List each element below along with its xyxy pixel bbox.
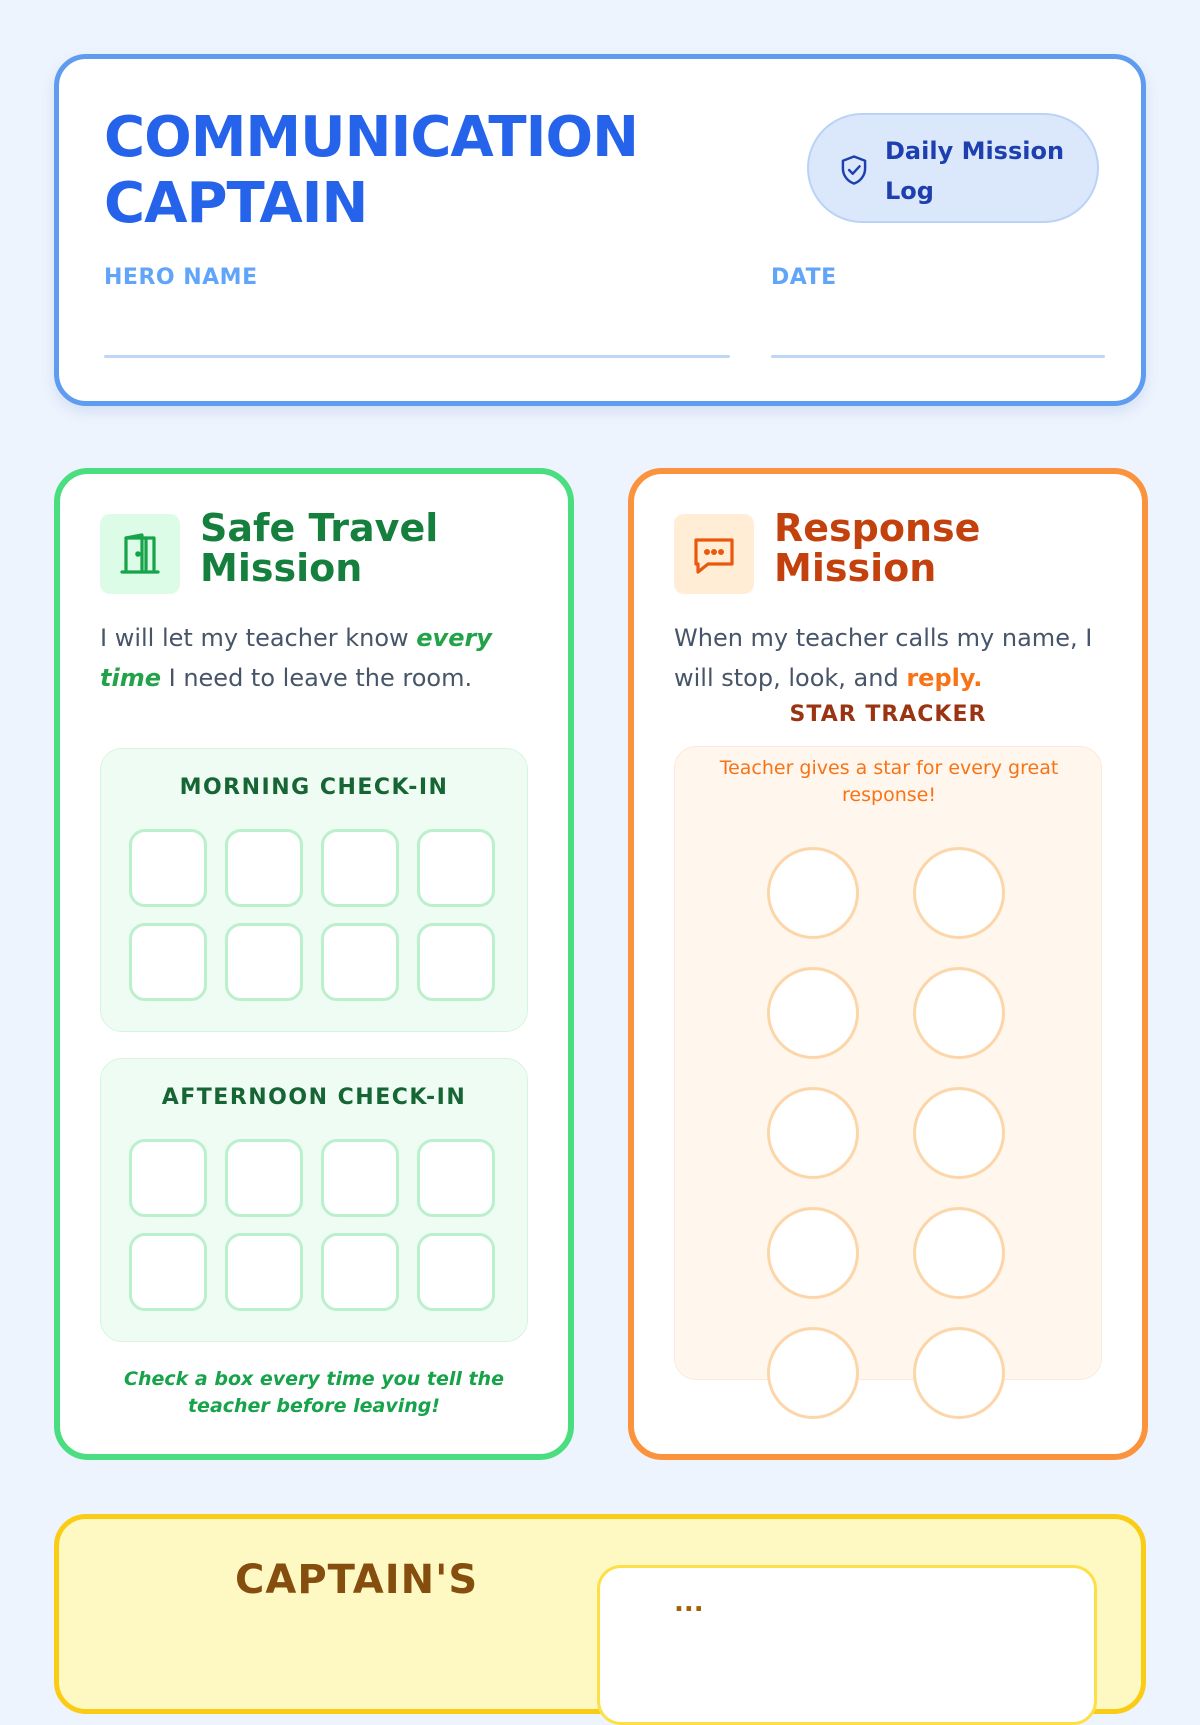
- date-field[interactable]: [771, 355, 1105, 358]
- safe-travel-description: I will let my teacher know every time I need to leave the room.: [100, 624, 492, 692]
- captain-card: [54, 1514, 1146, 1714]
- morning-checkbox[interactable]: [321, 829, 399, 907]
- afternoon-checkbox[interactable]: [225, 1139, 303, 1217]
- star-circle[interactable]: [767, 847, 859, 939]
- morning-checkbox[interactable]: [129, 829, 207, 907]
- star-tracker-panel: [674, 746, 1102, 1380]
- response-description: When my teacher calls my name, I will stop, look, and reply.: [674, 624, 1093, 692]
- shield-check-icon: [839, 154, 869, 186]
- morning-checkin-panel: [100, 748, 528, 1032]
- afternoon-checkbox[interactable]: [321, 1233, 399, 1311]
- star-circle[interactable]: [767, 1087, 859, 1179]
- afternoon-checkbox[interactable]: [417, 1233, 495, 1311]
- star-circle[interactable]: [913, 1087, 1005, 1179]
- afternoon-checkbox[interactable]: [417, 1139, 495, 1217]
- safe-travel-footer-note: Check a box every time you tell the teacher before leaving!: [124, 1368, 504, 1417]
- star-circle[interactable]: [913, 1207, 1005, 1299]
- star-circle[interactable]: [767, 1327, 859, 1419]
- response-card: [628, 468, 1148, 1460]
- afternoon-checkbox[interactable]: [321, 1139, 399, 1217]
- morning-checkin-title: MORNING CHECK-IN: [179, 775, 449, 800]
- safe-travel-title: Safe Travel Mission: [200, 506, 439, 590]
- response-title: Response Mission: [774, 506, 981, 590]
- afternoon-checkbox[interactable]: [129, 1233, 207, 1311]
- captain-title: CAPTAIN'S: [235, 1557, 479, 1603]
- star-circle[interactable]: [913, 967, 1005, 1059]
- safe-travel-card: [54, 468, 574, 1460]
- star-circle-grid: [767, 847, 1005, 1419]
- door-icon-box: [100, 514, 180, 594]
- badge-label: Daily Mission Log: [885, 137, 1065, 205]
- morning-checkbox[interactable]: [225, 923, 303, 1001]
- star-tracker-title: STAR TRACKER: [789, 702, 987, 727]
- message-dots-icon: [690, 530, 738, 578]
- star-circle[interactable]: [913, 1327, 1005, 1419]
- morning-checkbox[interactable]: [417, 829, 495, 907]
- header-card: [54, 54, 1146, 406]
- afternoon-checkbox-grid: [129, 1139, 495, 1311]
- hero-name-field[interactable]: [104, 355, 730, 358]
- morning-checkbox[interactable]: [417, 923, 495, 1001]
- date-label: DATE: [771, 265, 837, 290]
- message-icon-box: [674, 514, 754, 594]
- star-circle[interactable]: [767, 1207, 859, 1299]
- afternoon-checkbox[interactable]: [129, 1139, 207, 1217]
- star-circle[interactable]: [767, 967, 859, 1059]
- morning-checkbox[interactable]: [321, 923, 399, 1001]
- page-title: COMMUNICATION CAPTAIN: [104, 105, 638, 236]
- afternoon-checkin-title: AFTERNOON CHECK-IN: [161, 1085, 467, 1110]
- daily-mission-log-badge[interactable]: [807, 113, 1099, 223]
- morning-checkbox[interactable]: [225, 829, 303, 907]
- star-tracker-note: Teacher gives a star for every great response!: [719, 757, 1059, 806]
- hero-name-label: HERO NAME: [104, 265, 258, 290]
- afternoon-checkin-panel: [100, 1058, 528, 1342]
- afternoon-checkbox[interactable]: [225, 1233, 303, 1311]
- morning-checkbox-grid: [129, 829, 495, 1001]
- door-icon: [116, 530, 164, 578]
- captain-inner-panel: [597, 1565, 1097, 1725]
- captain-inner-text: ...: [674, 1588, 704, 1618]
- star-circle[interactable]: [913, 847, 1005, 939]
- morning-checkbox[interactable]: [129, 923, 207, 1001]
